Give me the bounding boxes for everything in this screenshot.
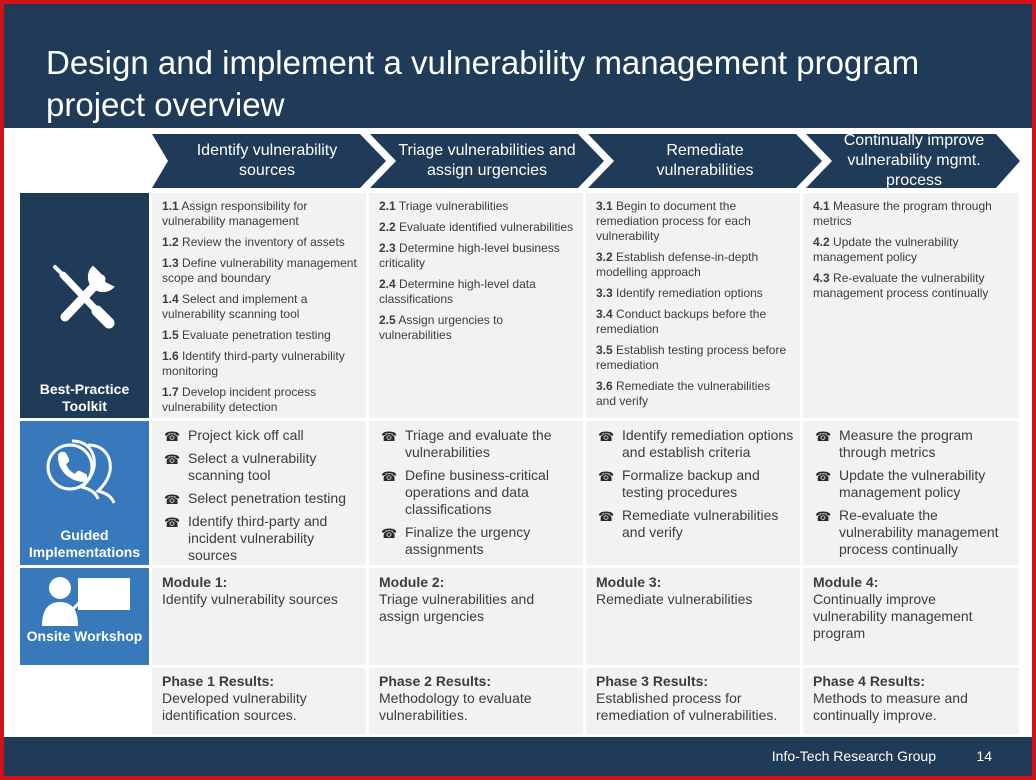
module-title: Module 2:: [379, 574, 445, 590]
toolkit-item: [379, 199, 575, 214]
phone-icon: ☎: [164, 452, 181, 467]
row-label-text: Best-Practice Toolkit: [39, 381, 130, 414]
toolkit-item-text: Triage vulnerabilities: [398, 199, 509, 213]
toolkit-item-number: 3.3: [596, 286, 613, 300]
phase-label: Identify vulnerability sources: [196, 142, 338, 179]
phase-label: Continually improve vulnerability mgmt. process: [843, 132, 985, 189]
module-title: Module 3:: [596, 574, 662, 590]
toolkit-item-text: Determine high-level business criticality: [379, 241, 560, 270]
row-label-guided: [20, 421, 149, 565]
guided-item-text: Triage and evaluate the vulnerabilities: [405, 427, 552, 460]
module-cell-1: [152, 568, 366, 665]
results-text: Methodology to evaluate vulnerabilities.: [379, 690, 532, 723]
toolkit-item-text: Conduct backups before the remediation: [596, 307, 767, 336]
phase-label: Remediate vulnerabilities: [656, 142, 754, 179]
guided-item-text: Re-evaluate the vulnerability management process continually: [839, 507, 999, 557]
toolkit-item-text: Establish defense-in-depth modelling approach: [596, 250, 759, 279]
guided-item: [162, 513, 360, 564]
guided-item-text: Define business-critical operations and data classifications: [405, 467, 549, 517]
guided-item: [596, 467, 794, 501]
phone-icon: ☎: [164, 429, 181, 444]
toolkit-item-number: 4.2: [813, 235, 830, 249]
row-label-toolkit: [20, 193, 149, 418]
toolkit-item: [813, 199, 1011, 229]
phone-icon: ☎: [815, 429, 832, 444]
toolkit-item-text: Assign urgencies to vulnerabilities: [379, 313, 504, 342]
phone-icon: ☎: [381, 469, 398, 484]
toolkit-item-text: Identify remediation options: [616, 286, 763, 300]
phase-header-2: [370, 134, 606, 188]
toolkit-item: [162, 235, 358, 250]
toolkit-item: [162, 349, 358, 379]
toolkit-item-text: Evaluate penetration testing: [182, 328, 331, 342]
toolkit-cell-2: [369, 193, 583, 418]
toolkit-cell-3: [586, 193, 800, 418]
guided-item: [813, 467, 1013, 501]
toolkit-item-text: Review the inventory of assets: [182, 235, 345, 249]
toolkit-item: [379, 277, 575, 307]
results-text: Methods to measure and continually improve.: [813, 690, 968, 723]
toolkit-item-text: Determine high-level data classifications: [379, 277, 536, 306]
toolkit-item: [596, 343, 792, 373]
module-title: Module 1:: [162, 574, 228, 590]
toolkit-item-number: 2.5: [379, 313, 396, 327]
module-title: Module 4:: [813, 574, 879, 590]
guided-item-text: Select penetration testing: [188, 490, 346, 506]
toolkit-item: [379, 313, 575, 343]
guided-item: [596, 507, 794, 541]
toolkit-item-number: 1.6: [162, 349, 179, 363]
toolkit-item-text: Measure the program through metrics: [813, 199, 992, 228]
toolkit-item-number: 4.3: [813, 271, 830, 285]
results-title: Phase 1 Results:: [162, 673, 275, 689]
toolkit-item-number: 2.3: [379, 241, 396, 255]
toolkit-item: [596, 199, 792, 244]
phone-icon: ☎: [815, 509, 832, 524]
toolkit-item-number: 4.1: [813, 199, 830, 213]
presenter-board-icon: [38, 572, 132, 628]
guided-item: [162, 450, 360, 484]
module-cell-2: [369, 568, 583, 665]
phone-icon: ☎: [815, 469, 832, 484]
guided-item: [379, 467, 577, 518]
slide-title: Design and implement a vulnerability management program project overview: [46, 44, 920, 123]
guided-cell-1: [152, 421, 366, 565]
toolkit-item-text: Define vulnerability management scope and boundary: [162, 256, 357, 285]
toolkit-cell-1: [152, 193, 366, 418]
results-text: Developed vulnerability identification sources.: [162, 690, 307, 723]
toolkit-item-number: 3.5: [596, 343, 613, 357]
phone-icon: ☎: [598, 429, 615, 444]
toolkit-item: [162, 292, 358, 322]
toolkit-item: [596, 286, 792, 301]
guided-item-text: Formalize backup and testing procedures: [622, 467, 760, 500]
guided-item-text: Finalize the urgency assignments: [405, 524, 531, 557]
toolkit-item: [596, 379, 792, 409]
toolkit-item-number: 3.1: [596, 199, 613, 213]
results-cell-4: [803, 668, 1019, 734]
toolkit-item-number: 1.7: [162, 385, 179, 399]
results-title: Phase 2 Results:: [379, 673, 492, 689]
toolkit-item-number: 1.3: [162, 256, 179, 270]
phase-label: Triage vulnerabilities and assign urgencies: [398, 142, 576, 179]
row-label-text: Guided Implementations: [28, 527, 141, 560]
footer-org: Info-Tech Research Group: [771, 748, 936, 764]
results-cell-2: [369, 668, 583, 734]
page-number: 14: [976, 748, 992, 764]
toolkit-item-number: 2.1: [379, 199, 396, 213]
guided-item: [813, 427, 1013, 461]
toolkit-item-number: 1.4: [162, 292, 179, 306]
toolkit-item: [379, 241, 575, 271]
toolkit-item-number: 3.6: [596, 379, 613, 393]
toolkit-cell-4: [803, 193, 1019, 418]
title-band: [4, 4, 1032, 128]
guided-item: [162, 427, 360, 444]
phone-icon: ☎: [381, 526, 398, 541]
toolkit-item-number: 3.2: [596, 250, 613, 264]
toolkit-item-text: Remediate the vulnerabilities and verify: [596, 379, 771, 408]
guided-cell-3: [586, 421, 800, 565]
toolkit-item-text: Evaluate identified vulnerabilities: [399, 220, 574, 234]
phone-icon: ☎: [598, 469, 615, 484]
toolkit-item-text: Re-evaluate the vulnerability management process continually: [813, 271, 989, 300]
toolkit-item-text: Select and implement a vulnerability scanning tool: [162, 292, 308, 321]
guided-item: [379, 524, 577, 558]
toolkit-item: [162, 328, 358, 343]
toolkit-item-text: Begin to document the remediation process for each vulnerability: [596, 199, 751, 243]
guided-item-text: Update the vulnerability management policy: [839, 467, 986, 500]
phone-icon: ☎: [381, 429, 398, 444]
guided-item-text: Measure the program through metrics: [839, 427, 973, 460]
module-text: Remediate vulnerabilities: [596, 591, 753, 607]
toolkit-item-text: Identify third-party vulnerability monitoring: [162, 349, 345, 378]
phone-icon: ☎: [164, 515, 181, 530]
wrench-screwdriver-icon: [45, 255, 125, 335]
module-cell-4: [803, 568, 1019, 665]
guided-cell-2: [369, 421, 583, 565]
toolkit-item: [379, 220, 575, 235]
toolkit-item-text: Update the vulnerability management policy: [813, 235, 959, 264]
phase-header-1: [152, 134, 388, 188]
guided-item-text: Identify third-party and incident vulnerability sources: [188, 513, 328, 563]
module-text: Triage vulnerabilities and assign urgencies: [379, 591, 535, 624]
phone-icon: ☎: [598, 509, 615, 524]
row-label-text: Onsite Workshop: [26, 628, 143, 644]
phone-icon: ☎: [164, 492, 181, 507]
row-label-onsite: [20, 568, 149, 665]
toolkit-item-text: Assign responsibility for vulnerability management: [162, 199, 308, 228]
results-title: Phase 4 Results:: [813, 673, 926, 689]
phase-header-3: [588, 134, 824, 188]
toolkit-item: [596, 307, 792, 337]
toolkit-item-text: Establish testing process before remediation: [596, 343, 787, 372]
guided-item-text: Select a vulnerability scanning tool: [188, 450, 317, 483]
results-cell-3: [586, 668, 800, 734]
guided-item: [596, 427, 794, 461]
results-title: Phase 3 Results:: [596, 673, 709, 689]
toolkit-item: [813, 235, 1011, 265]
guided-item: [162, 490, 360, 507]
toolkit-item-number: 3.4: [596, 307, 613, 321]
toolkit-item: [813, 271, 1011, 301]
toolkit-item-number: 2.2: [379, 220, 396, 234]
phase-header-4: [806, 134, 1022, 188]
toolkit-item-number: 1.2: [162, 235, 179, 249]
results-cell-1: [152, 668, 366, 734]
toolkit-item-number: 1.5: [162, 328, 179, 342]
results-text: Established process for remediation of vulnerabilities.: [596, 690, 778, 723]
module-text: Continually improve vulnerability management program: [813, 591, 973, 641]
toolkit-item-number: 2.4: [379, 277, 396, 291]
module-text: Identify vulnerability sources: [162, 591, 338, 607]
guided-item-text: Identify remediation options and establish criteria: [622, 427, 794, 460]
guided-item-text: Project kick off call: [188, 427, 304, 443]
toolkit-item: [596, 250, 792, 280]
guided-item: [813, 507, 1013, 558]
people-phone-icon: [42, 427, 126, 507]
footer-bar: [4, 737, 1032, 776]
toolkit-item: [162, 385, 358, 415]
toolkit-item: [162, 256, 358, 286]
toolkit-item: [162, 199, 358, 229]
guided-cell-4: [803, 421, 1019, 565]
module-cell-3: [586, 568, 800, 665]
toolkit-item-number: 1.1: [162, 199, 179, 213]
guided-item-text: Remediate vulnerabilities and verify: [622, 507, 779, 540]
guided-item: [379, 427, 577, 461]
toolkit-item-text: Develop incident process vulnerability detection: [162, 385, 317, 414]
